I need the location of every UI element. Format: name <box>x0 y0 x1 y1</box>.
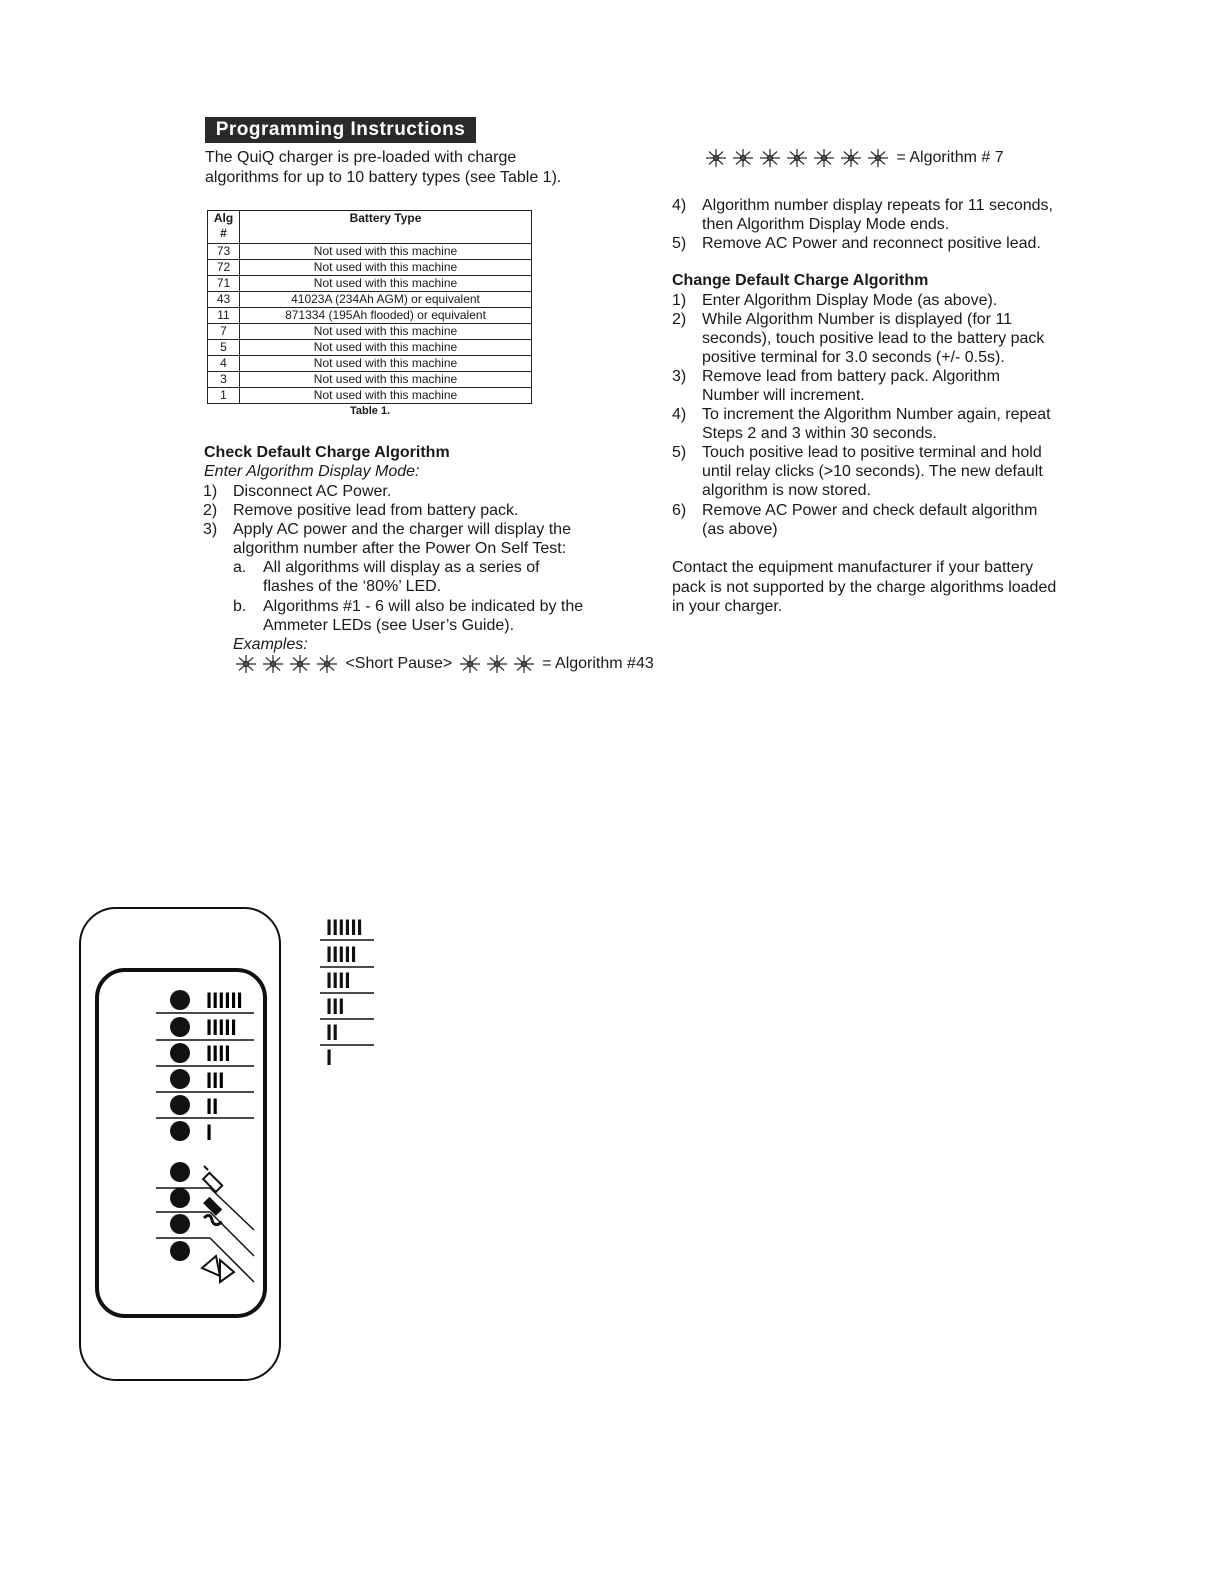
alg-number: 4 <box>208 356 240 372</box>
flash-icon <box>814 149 834 167</box>
examples-label: Examples: <box>233 636 308 653</box>
table-header-type: Battery Type <box>240 211 532 244</box>
battery-type: 41023A (234Ah AGM) or equivalent <box>240 292 532 308</box>
heading-text: Programming Instructions <box>215 119 466 140</box>
flash-icon <box>263 655 283 673</box>
legend-bar-1: I <box>326 1045 333 1070</box>
step-text: Remove lead from battery pack. Algorithm <box>702 368 1000 385</box>
change-step-4-line-2: Steps 2 and 3 within 30 seconds. <box>702 425 937 442</box>
status-led <box>170 1214 190 1234</box>
substep-letter: b. <box>233 598 247 615</box>
table-row <box>208 276 532 292</box>
change-step-5-line-3: algorithm is now stored. <box>702 482 871 499</box>
table-row <box>208 260 532 276</box>
substep-letter: a. <box>233 559 247 576</box>
bar-led <box>170 990 190 1010</box>
bar-led <box>170 1095 190 1115</box>
table-row <box>208 244 532 260</box>
substep-text: Algorithms #1 - 6 will also be indicated by the <box>263 598 584 615</box>
contact-line-1: Contact the equipment manufacturer if your battery <box>672 559 1034 576</box>
check-step-3 <box>203 520 571 539</box>
table-row <box>208 308 532 324</box>
battery-type: Not used with this machine <box>240 276 532 292</box>
table-row <box>208 356 532 372</box>
flash-icon <box>841 149 861 167</box>
alg-number: 71 <box>208 276 240 292</box>
bar-label-1: I <box>206 1120 213 1145</box>
change-step-6-line-2: (as above) <box>702 521 778 538</box>
legend-bar-3: III <box>326 994 345 1019</box>
bar-legend <box>318 910 388 1070</box>
flash-icon <box>787 149 807 167</box>
alg-number: 7 <box>208 324 240 340</box>
flash-icon <box>868 149 888 167</box>
bar-led <box>170 1069 190 1089</box>
flash-icon <box>317 655 337 673</box>
check-step-3-line-2: algorithm number after the Power On Self Test: <box>233 540 567 557</box>
battery-type: Not used with this machine <box>240 260 532 276</box>
change-step-5-line-2: until relay clicks (>10 seconds). The new default <box>702 463 1043 480</box>
bar-label-6: IIIIII <box>206 988 243 1013</box>
alg-number: 43 <box>208 292 240 308</box>
bar-label-5: IIIII <box>206 1015 237 1040</box>
change-step-2-line-2: seconds), touch positive lead to the battery pack <box>702 330 1045 347</box>
flash-icon <box>514 655 534 673</box>
contact-line-2: pack is not supported by the charge algorithms loaded <box>672 579 1057 596</box>
step-number: 4) <box>672 406 687 423</box>
led-column <box>170 990 190 1261</box>
change-step-2 <box>672 310 1012 329</box>
check-step-4 <box>672 196 1053 215</box>
step-number: 3) <box>203 521 218 538</box>
step-text: Remove AC Power and reconnect positive lead. <box>702 235 1041 252</box>
legend-bar-2: II <box>326 1020 339 1045</box>
example-7 <box>703 148 1004 168</box>
flash-icon <box>236 655 256 673</box>
status-led <box>170 1188 190 1208</box>
alg-number: 1 <box>208 388 240 404</box>
battery-type: Not used with this machine <box>240 388 532 404</box>
step-number: 3) <box>672 368 687 385</box>
short-pause-text: <Short Pause> <box>345 655 453 673</box>
table-caption: Table 1. <box>350 405 391 417</box>
bar-label-3: III <box>206 1068 225 1093</box>
table-header-alg <box>208 211 240 244</box>
check-step-1 <box>203 482 391 501</box>
flash-icon <box>760 149 780 167</box>
check-section-subtitle: Enter Algorithm Display Mode: <box>204 463 420 480</box>
legend-bar-5: IIIII <box>326 942 357 967</box>
step-text: Disconnect AC Power. <box>233 483 392 500</box>
panel-outline <box>80 908 280 1380</box>
table-row <box>208 292 532 308</box>
flash-icon <box>460 655 480 673</box>
step-number: 1) <box>672 292 687 309</box>
step-number: 6) <box>672 502 687 519</box>
change-step-3 <box>672 367 1000 386</box>
step-number: 5) <box>672 444 687 461</box>
check-substep-a <box>233 558 540 577</box>
change-section-title: Change Default Charge Algorithm <box>672 272 929 289</box>
step-number: 4) <box>672 197 687 214</box>
step-text: Algorithm number display repeats for 11 seconds, <box>702 197 1053 214</box>
check-step-4-line-2: then Algorithm Display Mode ends. <box>702 216 950 233</box>
algorithm-table <box>207 210 532 404</box>
step-text: Touch positive lead to positive terminal and hold <box>702 444 1042 461</box>
battery-type: Not used with this machine <box>240 372 532 388</box>
alg-number: 5 <box>208 340 240 356</box>
change-step-2-line-3: positive terminal for 3.0 seconds (+/- 0.5s). <box>702 349 1005 366</box>
flash-icon <box>733 149 753 167</box>
step-number: 2) <box>672 311 687 328</box>
flash-sequence-3 <box>457 655 538 672</box>
table-header-alg-line2: # <box>220 226 227 240</box>
battery-type: Not used with this machine <box>240 356 532 372</box>
flash-sequence-4 <box>233 655 341 672</box>
status-led <box>170 1162 190 1182</box>
battery-type: 871334 (195Ah flooded) or equivalent <box>240 308 532 324</box>
table-row <box>208 324 532 340</box>
alg-number: 72 <box>208 260 240 276</box>
table-header-alg-line1: Alg <box>213 211 234 225</box>
check-substep-a-line-2: flashes of the ‘80%’ LED. <box>263 578 442 595</box>
change-step-1 <box>672 291 997 310</box>
change-step-4 <box>672 405 1051 424</box>
check-substep-b-line-2: Ammeter LEDs (see User’s Guide). <box>263 617 515 634</box>
step-text: Enter Algorithm Display Mode (as above). <box>702 292 998 309</box>
battery-type: Not used with this machine <box>240 244 532 260</box>
bar-label-4: IIII <box>206 1041 231 1066</box>
step-number: 2) <box>203 502 218 519</box>
bar-label-2: II <box>206 1094 219 1119</box>
contact-line-3: in your charger. <box>672 598 783 615</box>
battery-type: Not used with this machine <box>240 340 532 356</box>
example-43 <box>233 654 654 674</box>
battery-type: Not used with this machine <box>240 324 532 340</box>
flash-icon <box>706 149 726 167</box>
step-text: Remove AC Power and check default algorithm <box>702 502 1038 519</box>
bar-led <box>170 1121 190 1141</box>
legend-bar-4: IIII <box>326 968 351 993</box>
step-text: Remove positive lead from battery pack. <box>233 502 519 519</box>
page-heading <box>205 117 476 143</box>
check-step-2 <box>203 501 518 520</box>
flash-icon <box>290 655 310 673</box>
flash-sequence-7 <box>703 149 892 166</box>
change-step-5 <box>672 443 1042 462</box>
step-number: 5) <box>672 235 687 252</box>
check-section-title: Check Default Charge Algorithm <box>204 444 450 461</box>
alg-number: 3 <box>208 372 240 388</box>
alg-number: 73 <box>208 244 240 260</box>
step-text: While Algorithm Number is displayed (for 11 <box>702 311 1013 328</box>
intro-line-2: algorithms for up to 10 battery types (see Table 1). <box>205 169 562 186</box>
table-row <box>208 372 532 388</box>
intro-line-1: The QuiQ charger is pre-loaded with charge <box>205 149 517 166</box>
table-row <box>208 388 532 404</box>
example-43-result: = Algorithm #43 <box>542 655 654 673</box>
check-step-5 <box>672 234 1041 253</box>
bar-led <box>170 1017 190 1037</box>
check-substep-b <box>233 597 583 616</box>
example-7-result: = Algorithm # 7 <box>896 149 1004 167</box>
status-led <box>170 1241 190 1261</box>
substep-text: All algorithms will display as a series of <box>263 559 540 576</box>
step-number: 1) <box>203 483 218 500</box>
legend-bar-6: IIIIII <box>326 915 363 940</box>
alg-number: 11 <box>208 308 240 324</box>
bar-led <box>170 1043 190 1063</box>
table-row <box>208 340 532 356</box>
step-text: Apply AC power and the charger will display the <box>233 521 571 538</box>
step-text: To increment the Algorithm Number again, repeat <box>702 406 1051 423</box>
flash-icon <box>487 655 507 673</box>
charger-panel-illustration <box>70 900 290 1390</box>
change-step-3-line-2: Number will increment. <box>702 387 865 404</box>
fault-icon <box>202 1238 254 1282</box>
change-step-6 <box>672 501 1037 520</box>
